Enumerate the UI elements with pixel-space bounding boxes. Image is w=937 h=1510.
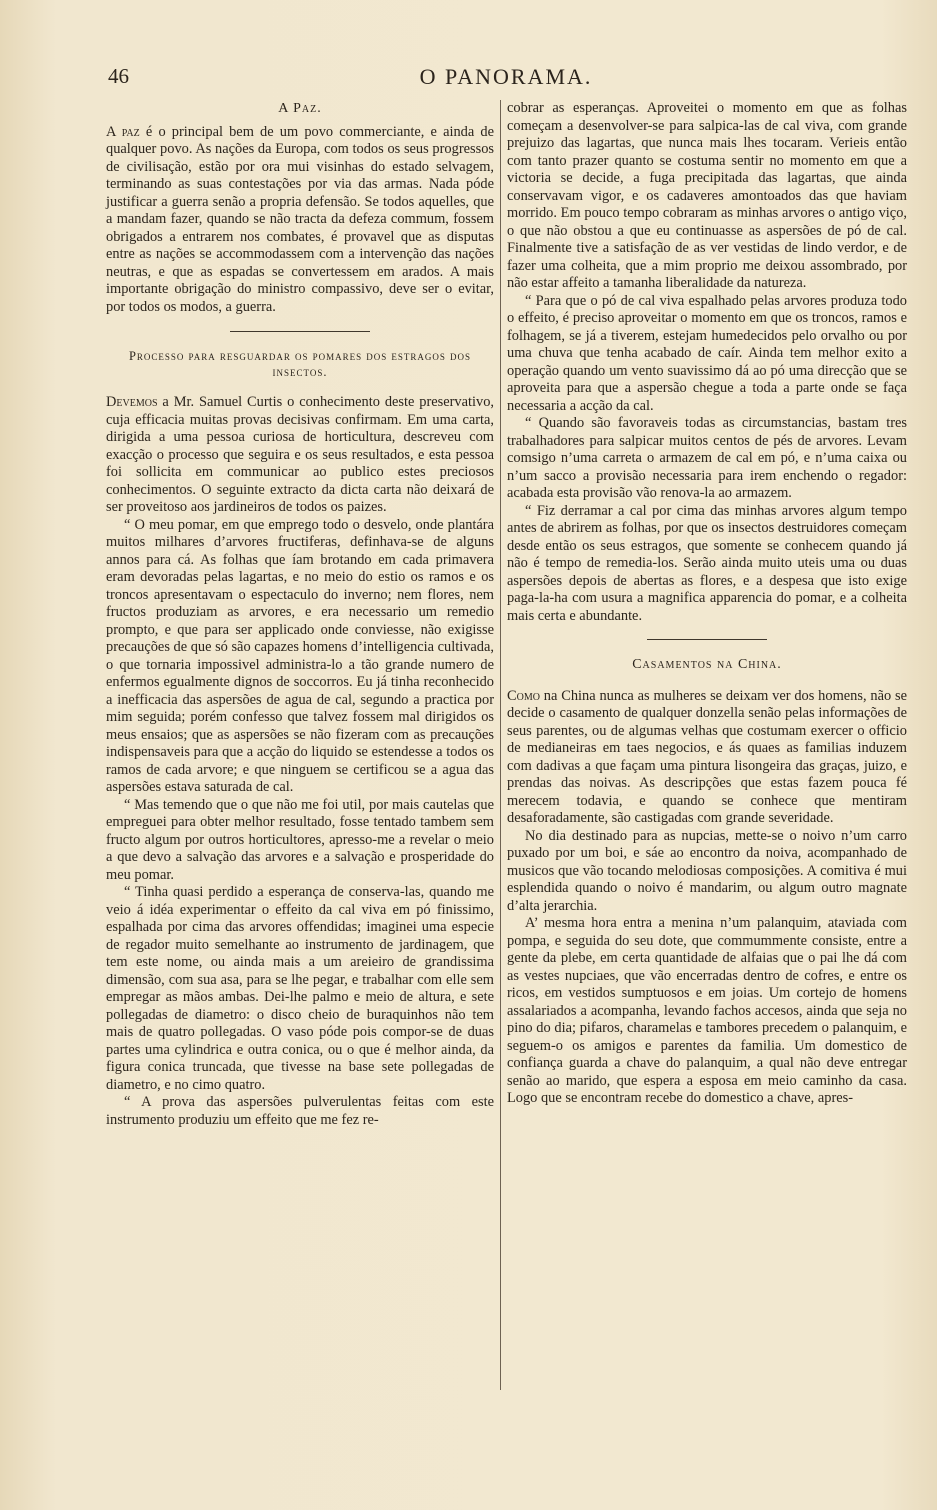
paragraph [106, 394, 494, 517]
article-title-pomares: Processo para resguardar os pomares dos estragos dos insectos. [128, 349, 472, 379]
paragraph: “ Mas temendo que o que não me foi util, por mais cautelas que empreguei para obter melhor resultado, fosse tentado tambem sem fructo algum por outros horticultores, apresso-me a revelar o meio a que devo a salvação das arvores e a salvação e prosperidade do meu pomar. [106, 796, 494, 883]
section-divider [647, 639, 767, 640]
paragraph-text: a Mr. Samuel Curtis o conhecimento deste preservativo, cuja efficacia muitas provas decisivas confirmam. Em uma carta, dirigida a uma pessoa curiosa de horticultura, descreveu com exacção o processo que seguira e os seus resultados, e esta pessoa foi sollicita em communicar ao publico estes preciosos conhecimentos. O seguinte extracto da dicta carta não deixará de ser proveitoso aos jardineiros de todos os paizes. [106, 394, 494, 515]
lead-word: Devemos [106, 394, 158, 410]
paragraph: “ Para que o pó de cal viva espalhado pelas arvores produza todo o effeito, é preciso aproveitar o momento em que os troncos, ramos e folhagem, se já a tiverem, estejam humedecidos pelo orvalho ou por uma chuva que tenha acabado de caír. Ainda tem melhor exito a operação quando um vento suavissimo dá ao pó uma direcção que se aproveita para que a aspersão chegue a toda a parte onde se faça necessaria a acção da cal. [507, 292, 907, 414]
article-title-paz: A Paz. [278, 101, 322, 116]
paragraph: “ Tinha quasi perdido a esperança de conserva-las, quando me veio á idéa experimentar o effeito da cal viva em pó finissimo, espalhada por cima das arvores offendidas; imaginei uma especie de regador muito semelhante ao instrumento de jardinagem, que tem este nome, ou ainda mais a um areieiro de grandissima dimensão, com sua asa, para se lhe pegar, e trabalhar com elle sem empregar as mãos ambas. Dei-lhe palmo e meio de altura, e sete pollegadas de diametro: o disco cheio de buraquinhos não tem mais de quatro pollegadas. O vaso póde pois compor-se de duas partes uma cylindrica e outra conica, ou o que é melhor ainda, da figura conica truncada, que tivesse na base sete pollegadas de diametro, e no cimo quatro. [106, 884, 494, 1093]
page-number: 46 [108, 64, 129, 88]
lead-word: A paz [106, 123, 140, 140]
page-header [108, 64, 904, 96]
paragraph: “ Quando são favoraveis todas as circumstancias, bastam tres trabalhadores para salpicar muitos centos de pés de arvores. Levam comsigo n’uma carreta o armazem de cal em pó, e n’uma caixa ou n’um sacco a provisão necessaria para irem enchendo o regador: acabada esta provisão vão renova-la ao armazem. [507, 415, 907, 501]
column-rule [500, 100, 501, 1390]
paragraph [507, 688, 907, 828]
paragraph: No dia destinado para as nupcias, mette-se o noivo n’um carro puxado por um boi, e sáe ao encontro da noiva, acompanhado de musicos que vão tocando melodiosas composições. A comitiva é mui esplendida quando o noivo é mandarim, ou algum outro magnate d’alta jerarchia. [507, 827, 907, 914]
paragraph: A’ mesma hora entra a menina n’um palanquim, ataviada com pompa, e seguida do seu dote, que commummente consiste, entre a gente da plebe, em certa quantidade de alfaias que o pai lhe dá com as vestes nupciaes, que vão encerradas dentro de cofres, e entre os ricos, em vestidos sumptuosos e em joias. Um cortejo de homens assalariados a acompanha, levando fachos accesos, ainda que seja no pino do dia; pifaros, charamelas e tambores precedem o palanquim, e seguem-o os amigos e parentes da familia. Um domestico de confiança guarda a chave do palanquim, a qual não deve entregar senão ao marido, que espera a esposa em meio caminho da casa. Logo que se encontram recebe do domestico a chave, apres- [507, 915, 907, 1106]
paragraph: “ O meu pomar, em que emprego todo o desvelo, onde plantára muitos milhares d’arvores fructiferas, definhava-se de alguns annos para cá. As folhas que íam brotando em cada primavera eram devoradas pelas lagartas, e no meio do estio os ramos e os troncos apresentavam o espectaculo do inverno; nem flores, nem fructos produziam as arvores, e era necessario um remedio prompto, e que para ser applicado onde conviesse, não exigisse precauções de que só são capazes homens d’intelligencia cultivada, o que tornaria impossivel administra-lo a tão grande numero de enfermos egualmente dignos de soccorros. Eu já tinha reconhecido a inefficacia das aspersões de agua de cal, segundo a practica por mim seguida; porém confesso que talvez fossem mal dirigidos os meus ensaios; que as aspersões se não fizeram com as precauções indispensaveis para que a acção do liquido se estendesse a todos os ramos de cada arvore; e que ninguem se certificou se a agua das aspersões estava saturada de cal. [106, 516, 494, 795]
paragraph-text: é o principal bem de um povo commerciante, e ainda de qualquer povo. As nações da Europa, com todos os seus progressos de civilisação, estão por ora mui visinhas do estado selvagem, terminando as suas contestações por via das armas. Nada póde justificar a guerra senão a propria defensão. Se todos aquelles, que a mandam fazer, quando se não tracta da defeza commum, fossem obrigados a entrarem nos combates, é provavel que as disputas entre as nações se accommodassem com a intervenção das nações neutras, e que as espadas se convertessem em arados. A mais importante obrigação do ministro compassivo, deve ser o evitar, por todos os modos, a guerra. [106, 123, 494, 315]
right-column [507, 100, 907, 1108]
section-divider [230, 331, 370, 332]
paragraph: cobrar as esperanças. Aproveitei o momento em que as folhas começam a desenvolver-se para salpica-las de cal viva, com grande prejuizo das lagartas, que nunca mais lhes tocaram. Verieis então com tanto prazer quanto se costuma sentir no momento em que a victoria se decide, a fuga precipitada das lagartas, que ainda conservavam vigor, e os cadaveres amontoados das que haviam morrido. Em pouco tempo cobraram as minhas arvores o antigo viço, o que não obstou a que eu continuasse as aspersões de pó de cal. Finalmente tive a satisfação de as ver vestidas de lindo verdor, e de fazer uma colheita, que a mim proprio me deixou assombrado, por não estar affeito a tamanha liberalidade da natureza. [507, 100, 907, 291]
left-column [106, 100, 494, 1129]
article-paz-body [106, 124, 494, 317]
paragraph-text: na China nunca as mulheres se deixam ver dos homens, não se decide o casamento de qualquer donzella senão pelas informações de seus parentes, ou de algumas velhas que costumam exercer o officio de medianeiras em taes negocios, e ás quaes as familias induzem com dadivas a que façam uma pintura lisongeira das graças, juizo, e prendas das noivas. As descripções que estas fazem pouca fé merecem todavia, e quando se conhece que mentiram desaforadamente, são castigadas com grande severidade. [507, 687, 908, 826]
running-title: O PANORAMA. [419, 64, 593, 89]
paragraph: “ A prova das aspersões pulverulentas feitas com este instrumento produziu um effeito que me fez re- [106, 1094, 494, 1128]
article-title-china: Casamentos na China. [632, 657, 782, 672]
lead-word: Como [507, 687, 540, 704]
paragraph: “ Fiz derramar a cal por cima das minhas arvores algum tempo antes de abrirem as folhas, por que os insectos destruidores começam desde então os seus estragos, que somente se conhecem quando já não é tempo de remedia-los. Serão ainda muito uteis uma ou duas aspersões depois de abertas as flores, e a despesa que isto exige paga-la-ha com usura a magnifica apparencia do pomar, e a colheita mais certa e abundante. [507, 502, 907, 624]
